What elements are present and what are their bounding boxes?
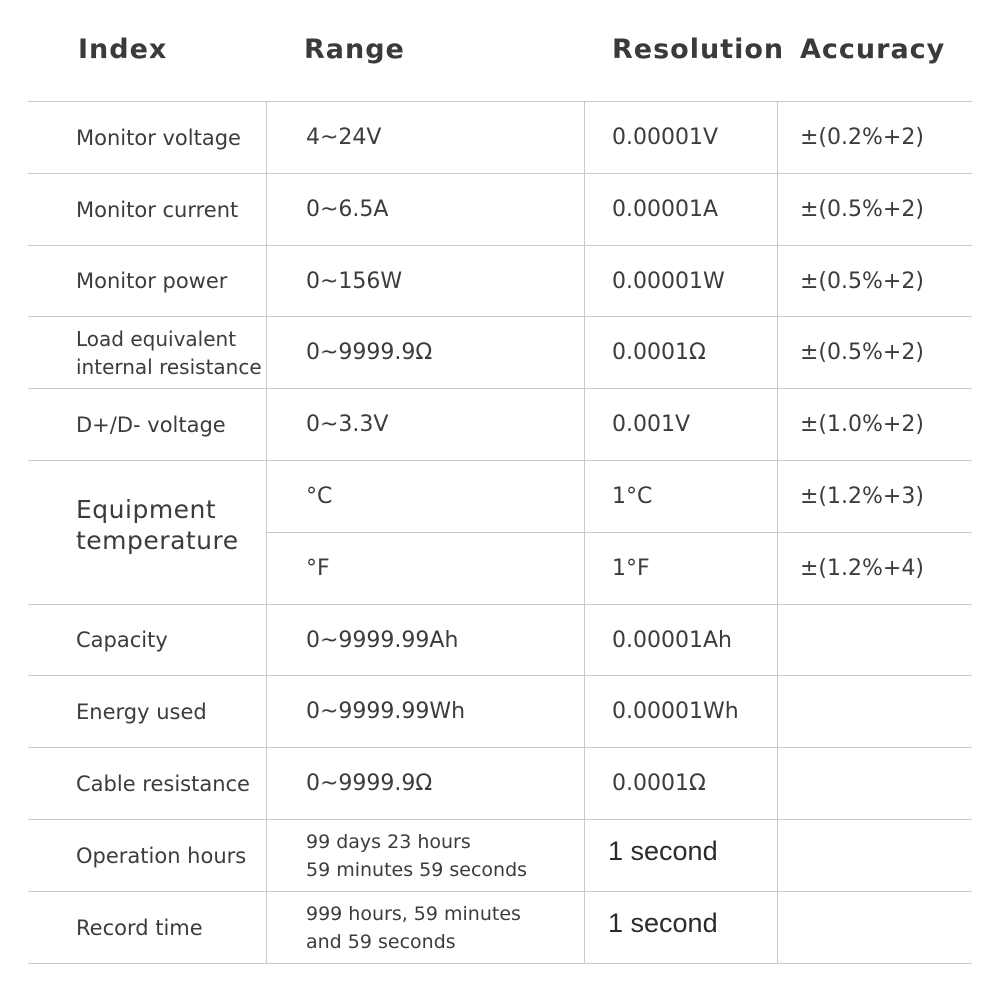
range-cell-line: °C	[306, 484, 333, 509]
resolution-cell: 1°F	[612, 556, 650, 581]
resolution-cell: 0.00001Wh	[612, 699, 739, 724]
accuracy-cell: ±(0.5%+2)	[800, 197, 924, 222]
range-cell	[306, 676, 576, 747]
range-cell	[306, 461, 576, 532]
range-cell-line: 0~9999.9Ω	[306, 771, 433, 796]
index-cell-line: Capacity	[76, 628, 168, 652]
index-cell-line: internal resistance	[76, 354, 262, 379]
index-cell-line: Load equivalent	[76, 326, 237, 351]
resolution-cell: 1 second	[608, 836, 718, 866]
index-cell-line: Monitor power	[76, 269, 228, 293]
index-cell	[76, 317, 264, 388]
index-cell-line: Record time	[76, 915, 203, 940]
range-cell	[306, 533, 576, 604]
resolution-cell: 1°C	[612, 484, 653, 509]
resolution-cell: 0.0001Ω	[612, 340, 706, 365]
header-range: Range	[304, 34, 405, 65]
index-cell	[76, 246, 264, 316]
header-accuracy: Accuracy	[800, 34, 946, 65]
accuracy-cell: ±(0.5%+2)	[800, 340, 924, 365]
resolution-cell: 0.00001A	[612, 197, 719, 222]
index-cell-line: Equipment	[76, 494, 217, 524]
index-cell-line: Operation hours	[76, 843, 247, 868]
index-cell-line: Monitor voltage	[76, 125, 241, 150]
range-cell-line: 59 minutes 59 seconds	[306, 858, 528, 881]
range-cell	[306, 102, 576, 173]
accuracy-cell: ±(1.0%+2)	[800, 412, 924, 437]
index-cell	[76, 174, 264, 245]
index-cell	[76, 605, 264, 675]
resolution-cell: 1 second	[608, 908, 718, 938]
range-cell-line: 0~9999.99Wh	[306, 699, 466, 724]
index-cell-line: Cable resistance	[76, 771, 250, 796]
range-cell	[306, 174, 576, 245]
index-cell	[76, 820, 264, 891]
range-cell-line: 99 days 23 hours	[306, 830, 471, 853]
range-cell	[306, 748, 576, 819]
range-cell-line: 4~24V	[306, 125, 382, 150]
header-resolution: Resolution	[612, 34, 785, 65]
range-cell	[306, 605, 576, 675]
index-cell	[76, 102, 264, 173]
header-index: Index	[78, 34, 168, 65]
range-cell	[306, 246, 576, 316]
accuracy-cell: ±(0.2%+2)	[800, 125, 924, 150]
resolution-cell: 0.001V	[612, 412, 691, 437]
index-cell-line: temperature	[76, 525, 239, 555]
table-bottom-border	[28, 963, 972, 964]
range-cell-line: 0~9999.99Ah	[306, 627, 459, 653]
range-cell-line: 999 hours, 59 minutes	[306, 902, 521, 925]
index-cell	[76, 676, 264, 747]
resolution-cell: 0.00001W	[612, 268, 725, 294]
range-cell-line: 0~9999.9Ω	[306, 340, 433, 365]
range-cell-line: 0~3.3V	[306, 412, 389, 437]
index-cell-line: Monitor current	[76, 197, 239, 222]
column-divider	[266, 101, 267, 963]
index-cell	[76, 748, 264, 819]
column-divider	[777, 101, 778, 963]
resolution-cell: 0.00001V	[612, 125, 719, 150]
accuracy-cell: ±(1.2%+3)	[800, 484, 924, 509]
range-cell-line: °F	[306, 556, 330, 581]
column-divider	[584, 101, 585, 963]
range-cell-line: 0~156W	[306, 268, 403, 294]
resolution-cell: 0.0001Ω	[612, 771, 706, 796]
index-cell	[76, 892, 264, 963]
range-cell	[306, 317, 576, 388]
index-cell-line: D+/D- voltage	[76, 412, 226, 437]
resolution-cell: 0.00001Ah	[612, 627, 732, 653]
index-cell	[76, 389, 264, 460]
range-cell	[306, 820, 576, 891]
range-cell-line: and 59 seconds	[306, 930, 456, 953]
accuracy-cell: ±(0.5%+2)	[800, 268, 924, 294]
range-cell-line: 0~6.5A	[306, 197, 389, 222]
index-cell-line: Energy used	[76, 699, 207, 724]
range-cell	[306, 892, 576, 963]
index-cell	[76, 453, 264, 596]
accuracy-cell: ±(1.2%+4)	[800, 556, 924, 581]
range-cell	[306, 389, 576, 460]
